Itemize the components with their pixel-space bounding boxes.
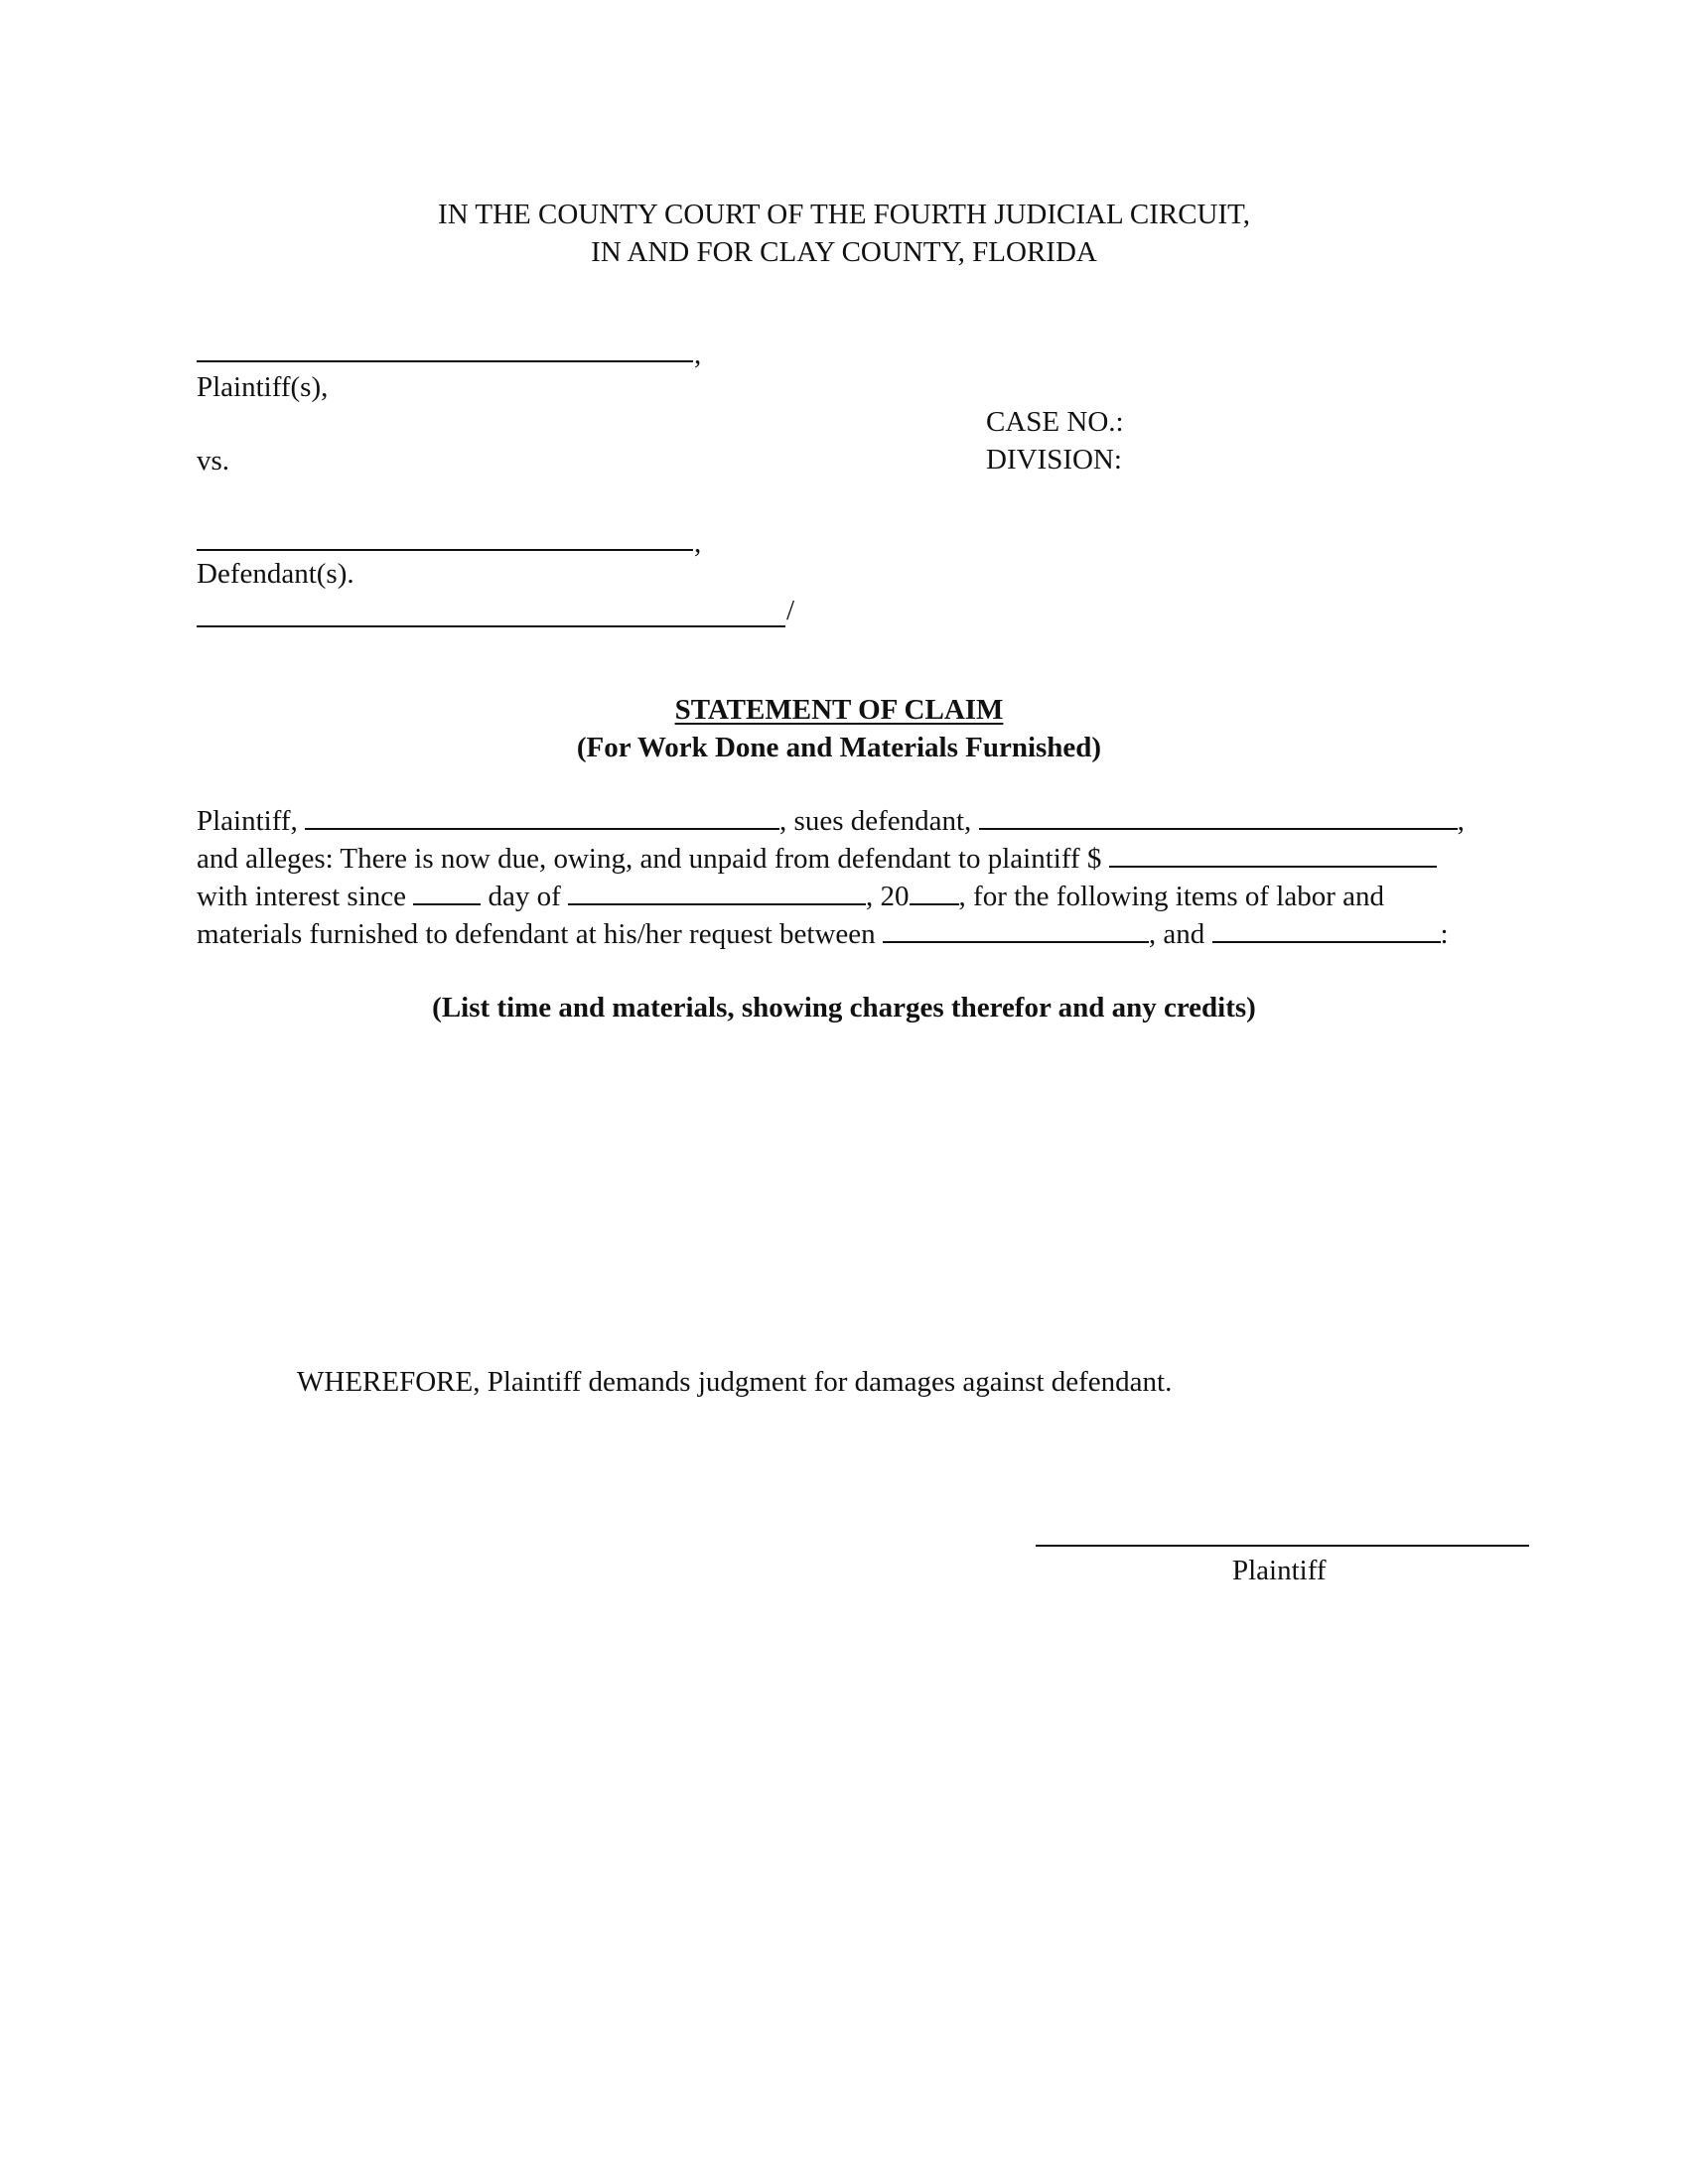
case-number-label: CASE NO.: <box>986 406 1124 438</box>
defendant-comma: , <box>694 527 702 559</box>
claim-plaintiff-word: Plaintiff, <box>197 805 298 837</box>
defendant-name-blank[interactable] <box>197 549 693 551</box>
claim-line-4 <box>197 915 1449 953</box>
claim-line-1 <box>197 802 1465 840</box>
claim-line-3 <box>197 878 1384 915</box>
claim-interest-text: with interest since <box>197 881 407 912</box>
plaintiff-label: Plaintiff(s), <box>197 371 329 403</box>
plaintiff-signature-line[interactable] <box>1036 1545 1529 1547</box>
division-label: DIVISION: <box>986 444 1122 476</box>
claim-end-date-blank[interactable] <box>1212 917 1441 943</box>
claim-amount-blank[interactable] <box>1109 842 1437 868</box>
claim-plaintiff-blank[interactable] <box>305 804 779 830</box>
claim-sues-text: , sues defendant, <box>779 805 972 837</box>
caption-closing-line <box>197 625 785 627</box>
claim-dayof-text: day of <box>488 881 561 912</box>
claim-year-prefix: , 20 <box>866 881 910 912</box>
claim-following-text: , for the following items of labor and <box>958 881 1385 912</box>
claim-line4-colon: : <box>1440 918 1449 950</box>
claim-defendant-blank[interactable] <box>979 804 1458 830</box>
claim-materials-text: materials furnished to defendant at his/her request between <box>197 918 876 950</box>
claim-alleges-text: and alleges: There is now due, owing, and unpaid from defendant to plaintiff $ <box>197 843 1102 875</box>
claim-and-text: , and <box>1148 918 1205 950</box>
claim-interest-month-blank[interactable] <box>568 880 866 905</box>
court-header-line1: IN THE COUNTY COURT OF THE FOURTH JUDICIAL CIRCUIT, <box>438 199 1250 230</box>
wherefore-clause: WHEREFORE, Plaintiff demands judgment for damages against defendant. <box>297 1366 1173 1398</box>
caption-slash: / <box>786 595 795 626</box>
signature-label: Plaintiff <box>1232 1555 1327 1586</box>
list-instruction: (List time and materials, showing charges therefor and any credits) <box>432 992 1256 1024</box>
claim-interest-year-blank[interactable] <box>910 880 959 905</box>
court-header-line2: IN AND FOR CLAY COUNTY, FLORIDA <box>591 236 1097 268</box>
plaintiff-comma: , <box>694 339 702 370</box>
plaintiff-name-blank[interactable] <box>197 360 693 362</box>
defendant-label: Defendant(s). <box>197 558 354 590</box>
claim-interest-day-blank[interactable] <box>413 880 481 905</box>
claim-line-2 <box>197 840 1437 878</box>
document-title: STATEMENT OF CLAIM <box>674 694 1004 726</box>
claim-start-date-blank[interactable] <box>883 917 1149 943</box>
versus-label: vs. <box>197 445 230 477</box>
document-subtitle: (For Work Done and Materials Furnished) <box>576 732 1102 763</box>
claim-line1-comma: , <box>1457 805 1465 837</box>
